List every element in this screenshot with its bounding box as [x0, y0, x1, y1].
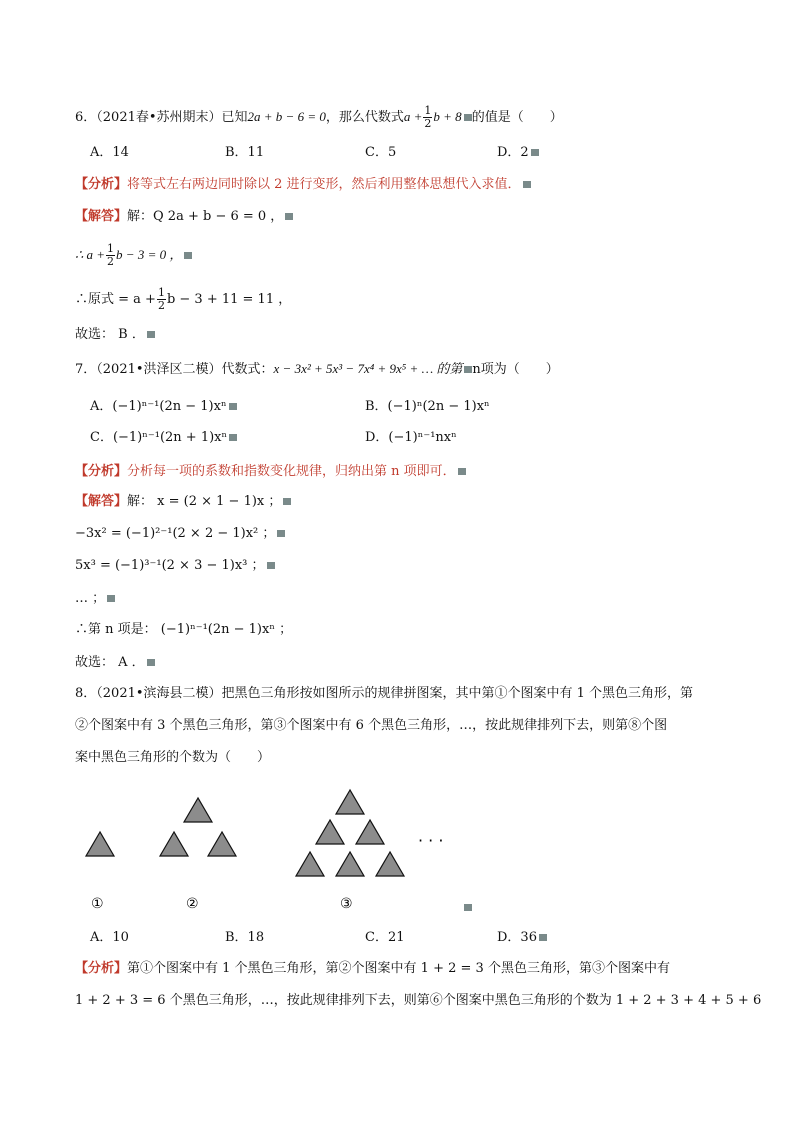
q7-analysis: 【分析】分析每一项的系数和指数变化规律，归纳出第 n 项即可． [75, 462, 466, 482]
q8-option-d: D．36 [497, 928, 547, 948]
edit-mark-icon [539, 934, 547, 941]
q6-option-b: B．11 [225, 145, 265, 160]
figure-label-3: ③ [340, 896, 353, 912]
figure-label-2: ② [186, 896, 199, 912]
figure-label-1: ① [91, 896, 104, 912]
edit-mark-icon [523, 181, 531, 188]
q6-analysis: 【分析】将等式左右两边同时除以 2 进行变形，然后利用整体思想代入求值． [75, 175, 531, 195]
q6-stem: 6．（2021春•苏州期末）已知2a + b − 6 = 0，那么代数式a + $\frac{1}{2}$ b + 8 的值是（ ） [75, 104, 563, 130]
q8-option-c: C．21 [365, 930, 405, 945]
q7-option-a: A．(−1)ⁿ⁻¹(2n − 1)xⁿ [90, 397, 237, 417]
triangle [336, 790, 364, 814]
triangle [184, 798, 212, 822]
fraction: $\frac{1}{2}$ [107, 242, 115, 268]
q6-answer-3: ∴原式 = a + $\frac{1}{2}$ b − 3 + 11 = 11 ， [75, 286, 292, 312]
q7-answer-4: … ； [75, 589, 115, 609]
edit-mark-icon [458, 468, 466, 475]
q6-option-a: A．14 [90, 145, 129, 160]
triangle [208, 832, 236, 856]
q6-choice: 故选： B ． [75, 325, 155, 345]
q8-analysis-2: 1 + 2 + 3 = 6 个黑色三角形，…，按此规律排列下去，则第⑥个图案中黑色三角形的个数为 1 + 2 + 3 + 4 + 5 + 6 [75, 993, 762, 1008]
edit-mark-icon [283, 498, 291, 505]
edit-mark-icon [184, 252, 192, 259]
q8-stem-1: 8．（2021•滨海县二模）把黑色三角形按如图所示的规律拼图案，其中第①个图案中有 1 个黑色三角形，第 [75, 686, 694, 701]
q7-answer-1: 【解答】解： x = (2 × 1 − 1)x ； [75, 492, 291, 512]
q7-answer-5: ∴第 n 项是： (−1)ⁿ⁻¹(2n − 1)xⁿ ； [75, 622, 293, 637]
q7-answer-3: 5x³ = (−1)³⁻¹(2 × 3 − 1)x³ ； [75, 556, 275, 576]
edit-mark-icon [229, 434, 237, 441]
q7-option-b: B．(−1)ⁿ(2n − 1)xⁿ [365, 399, 490, 414]
q8-option-b: B．18 [225, 930, 265, 945]
q7-choice: 故选： A ． [75, 653, 155, 673]
q7-stem: 7．（2021•洪泽区二模）代数式：x − 3x² + 5x³ − 7x⁴ + 9x⁵ + … 的第 n项为（ ） [75, 361, 559, 377]
q7-option-c: C．(−1)ⁿ⁻¹(2n + 1)xⁿ [90, 428, 237, 448]
edit-mark-icon [267, 562, 275, 569]
triangle [160, 832, 188, 856]
edit-mark-icon [277, 530, 285, 537]
triangle [296, 852, 324, 876]
figure-ellipsis: · · · [418, 831, 444, 850]
fraction: $\frac{1}{2}$ [157, 286, 165, 312]
q8-analysis-1: 【分析】第①个图案中有 1 个黑色三角形，第②个图案中有 1 + 2 = 3 个黑色三角形，第③个图案中有 [75, 961, 670, 976]
edit-mark-icon [107, 595, 115, 602]
edit-mark-icon [464, 904, 472, 911]
edit-mark-icon [464, 114, 472, 121]
q6-option-c: C．5 [365, 145, 397, 160]
q7-option-d: D．(−1)ⁿ⁻¹nxⁿ [365, 430, 457, 445]
edit-mark-icon [147, 659, 155, 666]
fraction: $\frac{1}{2}$ [424, 104, 432, 130]
edit-mark-icon [285, 213, 293, 220]
q8-option-a: A．10 [90, 930, 129, 945]
triangle [86, 832, 114, 856]
edit-mark-icon [229, 403, 237, 410]
q6-option-d: D．2 [497, 143, 539, 163]
triangle [356, 820, 384, 844]
triangle-pattern-figure [0, 780, 793, 920]
q8-stem-2: ②个图案中有 3 个黑色三角形，第③个图案中有 6 个黑色三角形，…，按此规律排列下去，则第⑧个图 [75, 718, 668, 733]
triangle [316, 820, 344, 844]
q6-answer-2: ∴ a + $\frac{1}{2}$ b − 3 = 0 ， [75, 243, 192, 268]
triangle [376, 852, 404, 876]
q7-answer-2: −3x² = (−1)²⁻¹(2 × 2 − 1)x² ； [75, 524, 285, 544]
q6-answer-1: 【解答】解：Q 2a + b − 6 = 0 ， [75, 207, 293, 227]
q8-stem-3: 案中黑色三角形的个数为（ ） [75, 750, 271, 765]
edit-mark-icon [531, 149, 539, 156]
edit-mark-icon [147, 331, 155, 338]
triangle [336, 852, 364, 876]
